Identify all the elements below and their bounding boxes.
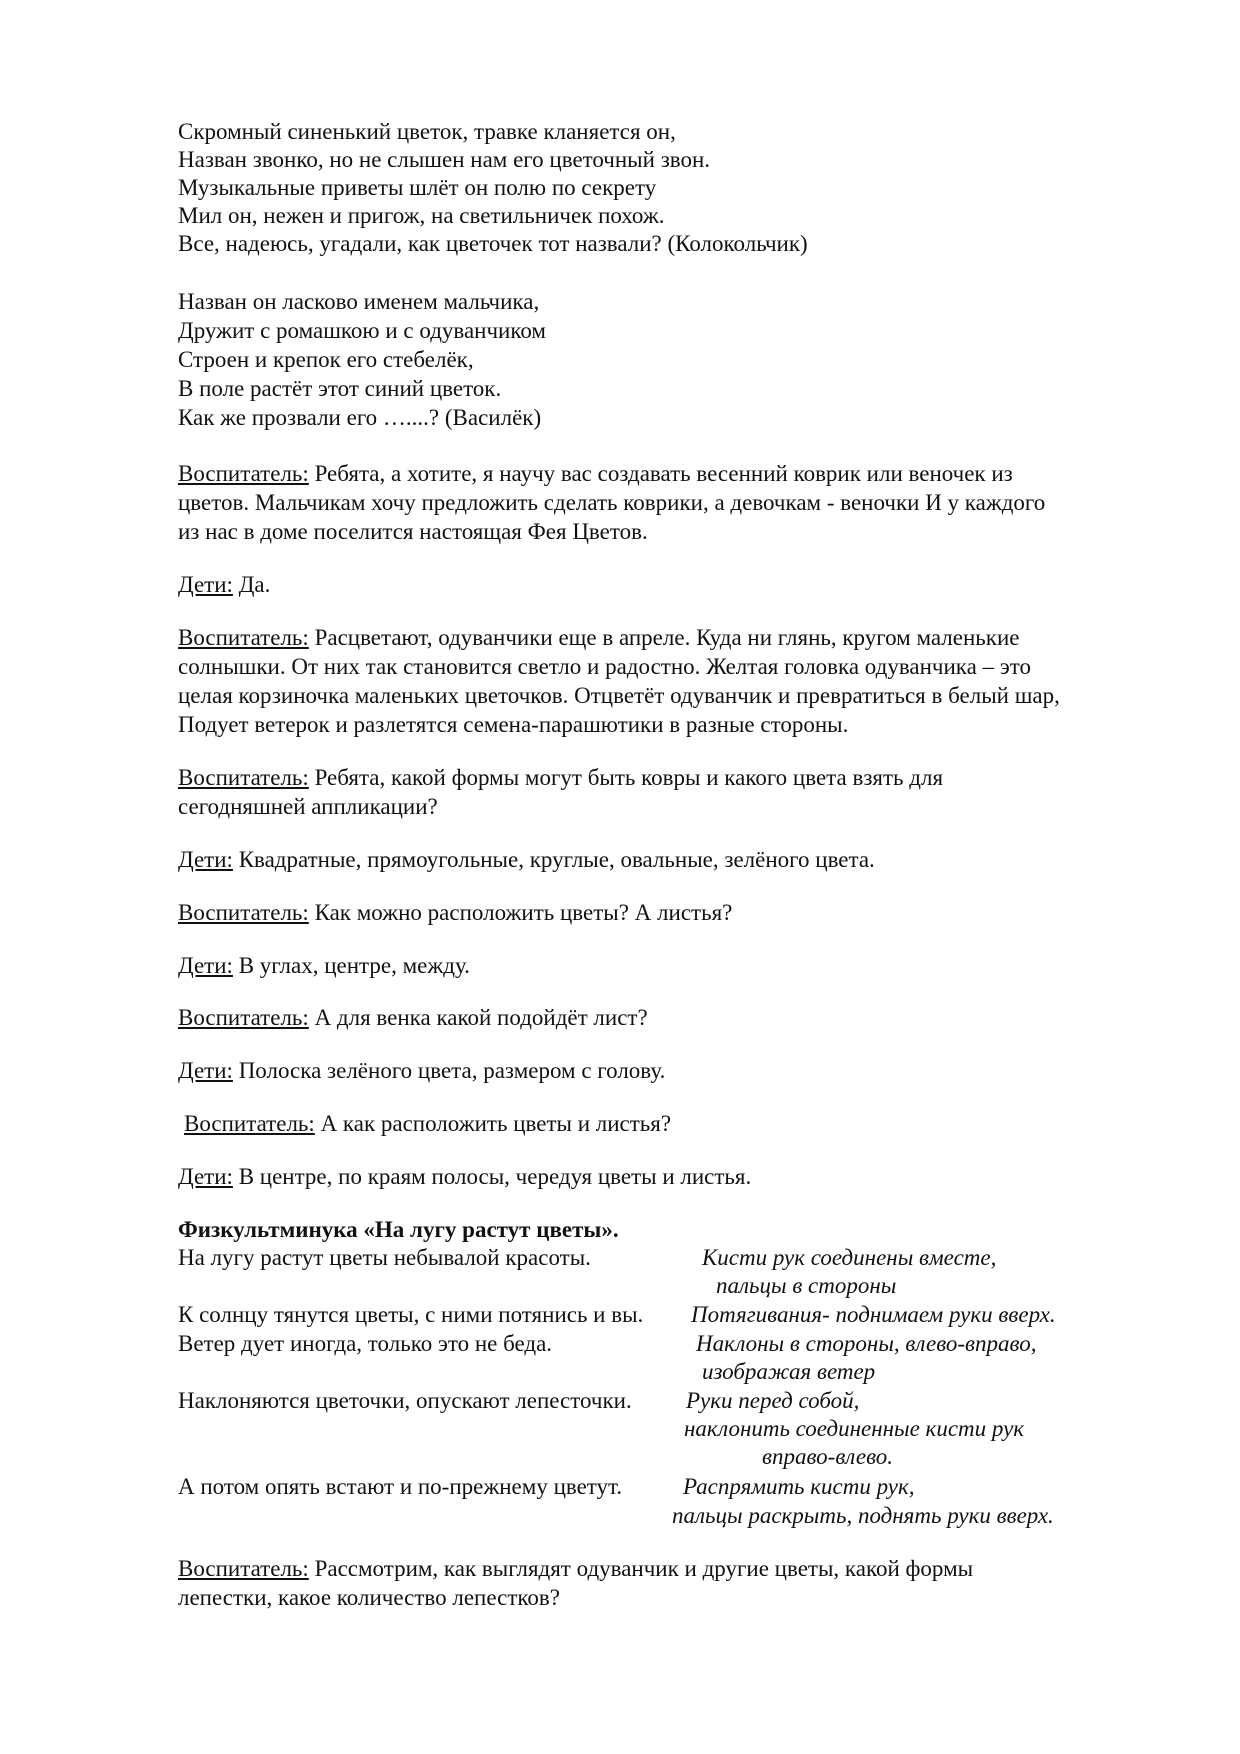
exercise-note: Потягивания- поднимаем руки вверх. [691, 1302, 1056, 1327]
riddle-2-line-2: Дружит с ромашкою и с одуванчиком [178, 318, 546, 343]
speaker-label: Воспитатель: [178, 625, 309, 650]
dialogue-line: солнышки. От них так становится светло и радостно. Желтая головка одуванчика – это [178, 654, 1031, 679]
exercise-note: изображая ветер [702, 1359, 876, 1384]
dialogue-line: Воспитатель: А для венка какой подойдёт лист? [178, 1005, 648, 1030]
dialogue-line: Дети: В углах, центре, между. [178, 953, 470, 978]
speaker-label: Воспитатель: [178, 900, 309, 925]
speaker-label: Дети: [178, 847, 233, 872]
exercise-note: пальцы раскрыть, поднять руки вверх. [672, 1503, 1054, 1528]
riddle-1-line-4: Мил он, нежен и пригож, на светильничек похож. [178, 203, 665, 228]
dialogue-line: Воспитатель: Как можно расположить цветы? А листья? [178, 900, 733, 925]
dialogue-line: лепестки, какое количество лепестков? [178, 1585, 560, 1610]
dialogue-line: Дети: Да. [178, 572, 271, 597]
dialogue-line: Воспитатель: Рассмотрим, как выглядят одуванчик и другие цветы, какой формы [178, 1556, 974, 1581]
exercise-note: Кисти рук соединены вместе, [702, 1245, 997, 1270]
exercise-note: вправо-влево. [762, 1444, 894, 1469]
riddle-2-line-4: В поле растёт этот синий цветок. [178, 376, 502, 401]
speaker-label: Воспитатель: [178, 765, 309, 790]
dialogue-line: цветов. Мальчикам хочу предложить сделать коврики, а девочкам - веночки И у каждого [178, 490, 1046, 515]
speaker-label: Воспитатель: [178, 1556, 309, 1581]
exercise-text: К солнцу тянутся цветы, с ними потянись и вы. [178, 1302, 644, 1327]
speaker-label: Дети: [178, 1164, 233, 1189]
riddle-1-line-1: Скромный синенький цветок, травке кланяется он, [178, 119, 676, 144]
exercise-note: Руки перед собой, [686, 1388, 860, 1413]
riddle-2-line-3: Строен и крепок его стебелёк, [178, 347, 474, 372]
riddle-1-line-3: Музыкальные приветы шлёт он полю по секрету [178, 175, 657, 200]
dialogue-line: сегодняшней аппликации? [178, 794, 438, 819]
dialogue-line: из нас в доме поселится настоящая Фея Цветов. [178, 519, 648, 544]
exercise-text: Наклоняются цветочки, опускают лепесточки. [178, 1388, 632, 1413]
exercise-note: наклонить соединенные кисти рук [684, 1416, 1025, 1441]
riddle-2-line-5: Как же прозвали его …....? (Василёк) [178, 405, 542, 430]
dialogue-line: Воспитатель: Ребята, а хотите, я научу вас создавать весенний коврик или веночек из [178, 461, 1013, 486]
dialogue-line: Подует ветерок и разлетятся семена-парашютики в разные стороны. [178, 712, 849, 737]
dialogue-line: Воспитатель: Расцветают, одуванчики еще в апреле. Куда ни глянь, кругом маленькие [178, 625, 1020, 650]
exercise-title: Физкультминука «На лугу растут цветы». [178, 1217, 619, 1242]
riddle-1-line-2: Назван звонко, но не слышен нам его цветочный звон. [178, 147, 711, 172]
exercise-note: пальцы в стороны [716, 1273, 897, 1298]
dialogue-line: Воспитатель: Ребята, какой формы могут быть ковры и какого цвета взять для [178, 765, 944, 790]
speaker-label: Воспитатель: [184, 1111, 315, 1136]
exercise-text: На лугу растут цветы небывалой красоты. [178, 1245, 591, 1270]
speaker-label: Дети: [178, 1058, 233, 1083]
dialogue-line: Дети: В центре, по краям полосы, чередуя цветы и листья. [178, 1164, 752, 1189]
riddle-2-line-1: Назван он ласково именем мальчика, [178, 289, 540, 314]
riddle-1-line-5: Все, надеюсь, угадали, как цветочек тот назвали? (Колокольчик) [178, 231, 808, 256]
exercise-text: А потом опять встают и по-прежнему цветут. [178, 1474, 623, 1499]
speaker-label: Воспитатель: [178, 1005, 309, 1030]
speaker-label: Дети: [178, 572, 233, 597]
dialogue-line: Дети: Квадратные, прямоугольные, круглые, овальные, зелёного цвета. [178, 847, 875, 872]
exercise-note: Распрямить кисти рук, [683, 1474, 915, 1499]
exercise-note: Наклоны в стороны, влево-вправо, [696, 1331, 1037, 1356]
dialogue-line: Воспитатель: А как расположить цветы и листья? [184, 1111, 672, 1136]
dialogue-line: Дети: Полоска зелёного цвета, размером с голову. [178, 1058, 666, 1083]
dialogue-line: целая корзиночка маленьких цветочков. Отцветёт одуванчик и превратиться в белый шар, [178, 683, 1060, 708]
speaker-label: Воспитатель: [178, 461, 309, 486]
speaker-label: Дети: [178, 953, 233, 978]
exercise-text: Ветер дует иногда, только это не беда. [178, 1331, 553, 1356]
